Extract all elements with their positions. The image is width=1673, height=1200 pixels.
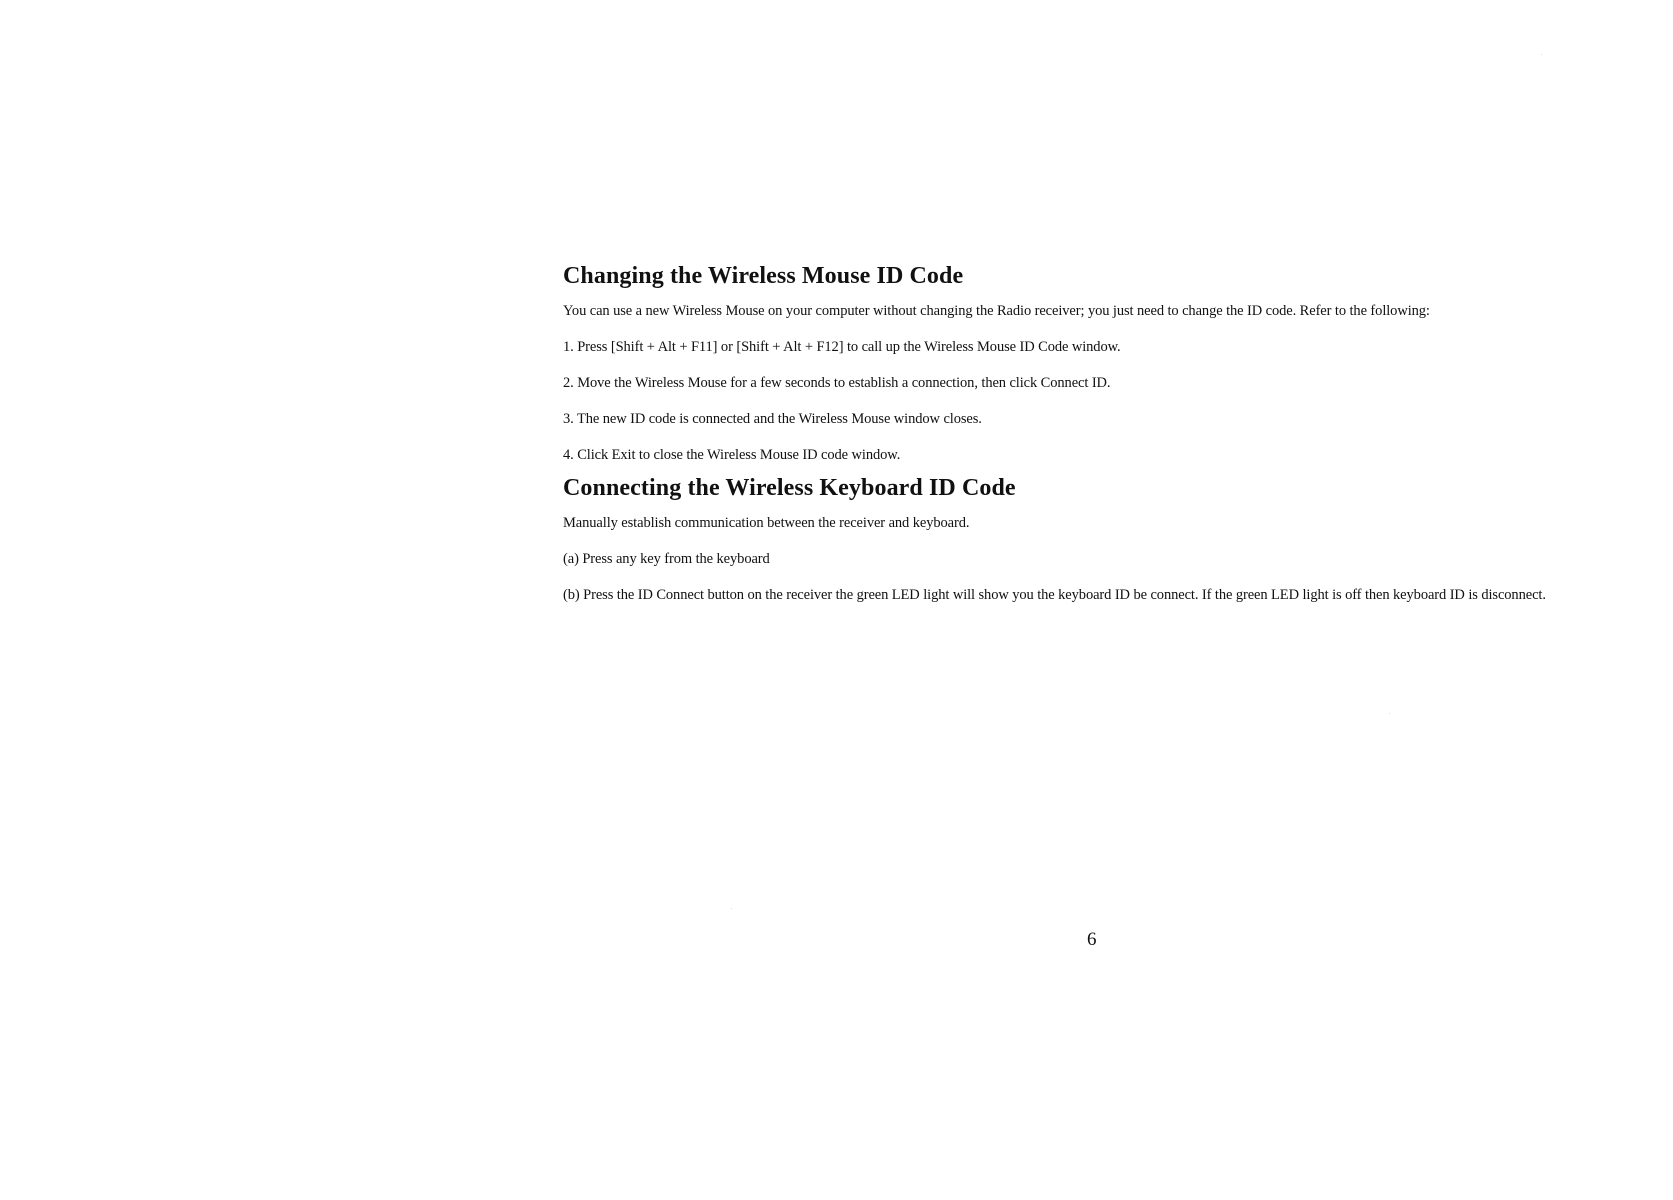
keyboard-item-a: (a) Press any key from the keyboard [563, 551, 770, 567]
mouse-step-2: 2. Move the Wireless Mouse for a few seconds to establish a connection, then click Connect ID. [563, 375, 1111, 391]
mouse-step-1: 1. Press [Shift + Alt + F11] or [Shift + Alt + F12] to call up the Wireless Mouse ID Code window. [563, 339, 1121, 355]
page-content [563, 262, 1623, 613]
page-number: 6 [1087, 929, 1097, 950]
keyboard-item-b: (b) Press the ID Connect button on the receiver the green LED light will show you the keyboard ID be connect. If the green LED light is off then keyboard ID is disconnect. [563, 587, 1546, 603]
heading-mouse-id: Changing the Wireless Mouse ID Code [563, 263, 964, 289]
keyboard-intro-text: Manually establish communication between the receiver and keyboard. [563, 515, 970, 531]
mouse-intro-text: You can use a new Wireless Mouse on your computer without changing the Radio receiver; you just need to change the ID code. Refer to the following: [563, 303, 1430, 319]
scan-speck [1541, 54, 1542, 55]
scan-speck [1389, 713, 1390, 714]
mouse-step-4: 4. Click Exit to close the Wireless Mouse ID code window. [563, 447, 901, 463]
mouse-step-3: 3. The new ID code is connected and the Wireless Mouse window closes. [563, 411, 982, 427]
scan-speck [731, 908, 732, 909]
heading-keyboard-id: Connecting the Wireless Keyboard ID Code [563, 475, 1016, 501]
